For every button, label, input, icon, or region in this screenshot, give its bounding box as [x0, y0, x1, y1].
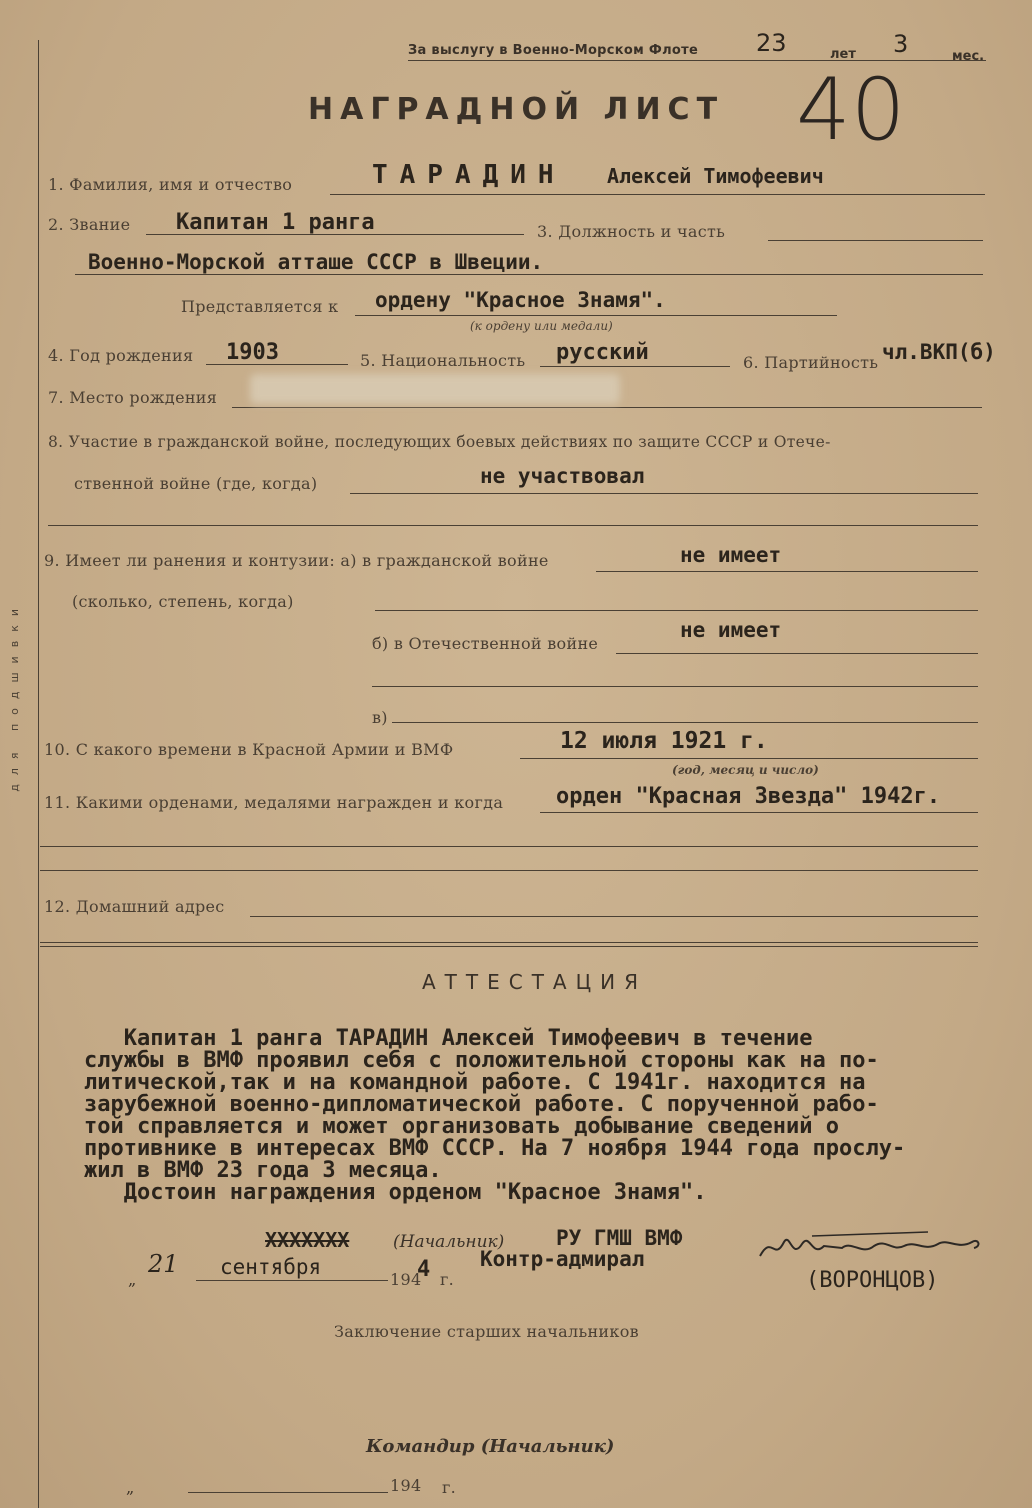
field-10-value: 12 июля 1921 г.	[560, 728, 768, 754]
footer-quote-mark: „	[126, 1478, 135, 1497]
field-9-a-line	[596, 571, 978, 572]
presented-hint: (к ордену или медали)	[470, 319, 613, 333]
field-3-line-1	[768, 240, 983, 241]
field-9-c-line	[392, 722, 978, 723]
presented-line	[355, 315, 837, 316]
field-6-value: чл.ВКП(б)	[882, 340, 996, 364]
field-10-label: 10. С какого времени в Красной Армии и ВМФ	[44, 740, 454, 759]
section-divider	[40, 942, 978, 943]
field-9-b-value: не имеет	[680, 618, 782, 642]
months-value: 3	[893, 30, 909, 58]
field-9-b-label: б) в Отечественной войне	[372, 634, 599, 653]
attestation-text	[84, 1028, 905, 1204]
field-8-line-2	[48, 525, 978, 526]
attestation-line: службы в ВМФ проявил себя с положительной стороны как на по-	[84, 1048, 879, 1073]
attestation-line: литической,так и на командной работе. С 1941г. находится на	[84, 1070, 866, 1095]
signature-name: (ВОРОНЦОВ)	[806, 1268, 939, 1293]
section-divider-2	[40, 946, 978, 947]
footer-year-suffix: г.	[442, 1478, 457, 1497]
field-11-line-2	[40, 846, 978, 847]
field-11-line	[540, 812, 978, 813]
field-9-label: 9. Имеет ли ранения и контузии: а) в гражданской войне	[44, 551, 549, 570]
field-9-line-4	[372, 686, 978, 687]
field-9-a-value: не имеет	[680, 543, 782, 567]
signature-unit: РУ ГМШ ВМФ	[556, 1226, 683, 1250]
field-3-value: Военно-Морской атташе СССР в Швеции.	[88, 250, 544, 274]
signature-date-day: 21	[148, 1250, 179, 1278]
field-7-line	[232, 407, 982, 408]
months-unit: мес.	[952, 49, 985, 64]
attestation-line: противнике в интересах ВМФ СССР. На 7 ноября 1944 года прослу-	[84, 1136, 906, 1161]
field-7-label: 7. Место рождения	[48, 388, 218, 407]
presented-label: Представляется к	[181, 297, 339, 316]
field-6-label: 6. Партийность	[743, 353, 879, 372]
field-9-sub: (сколько, степень, когда)	[72, 592, 294, 611]
attestation-line: зарубежной военно-дипломатической работе. С порученной рабо-	[84, 1092, 879, 1117]
field-1-name: Алексей Тимофеевич	[607, 164, 824, 188]
attestation-line: жил в ВМФ 23 года 3 месяца.	[84, 1158, 442, 1183]
field-3-label: 3. Должность и часть	[537, 222, 726, 241]
footer-date-line	[188, 1492, 388, 1493]
handwritten-number: 40	[796, 60, 906, 160]
field-5-value: русский	[556, 340, 649, 365]
field-4-value: 1903	[226, 340, 279, 365]
field-1-surname: ТАРАДИН	[372, 160, 566, 190]
field-8-value: не участвовал	[480, 464, 645, 488]
field-8-label-2: ственной войне (где, когда)	[74, 474, 318, 493]
left-margin-line	[38, 40, 39, 1508]
attestation-heading: АТТЕСТАЦИЯ	[422, 970, 647, 994]
date-line	[196, 1280, 388, 1281]
field-5-label: 5. Национальность	[360, 351, 526, 370]
field-11-value: орден "Красная Звезда" 1942г.	[556, 784, 941, 809]
attestation-line: Капитан 1 ранга ТАРАДИН Алексей Тимофеевич в течение	[84, 1026, 813, 1051]
footer-year-prefix: 194	[390, 1476, 422, 1495]
field-2-label: 2. Звание	[48, 215, 131, 234]
field-10-line	[520, 758, 978, 759]
signature-role-print: (Начальник)	[393, 1232, 505, 1252]
redacted-area	[250, 374, 620, 404]
side-binding-text: для подшивки	[8, 600, 21, 792]
signature-date-year-digit: 4	[417, 1257, 431, 1282]
attestation-line: той справляется и может организовать добывание сведений о	[84, 1114, 839, 1139]
date-quote-mark: „	[128, 1270, 137, 1289]
attestation-line: Достоин награждения орденом "Красное Знамя".	[84, 1180, 707, 1205]
field-3-line-2	[75, 274, 983, 275]
field-10-hint: (год, месяц и число)	[672, 763, 819, 777]
field-9-c-label: в)	[372, 708, 388, 727]
field-1-line	[330, 194, 985, 195]
handwritten-signature	[752, 1222, 992, 1272]
signature-date-year-suffix: г.	[440, 1270, 455, 1289]
field-1-label: 1. Фамилия, имя и отчество	[48, 175, 293, 194]
field-12-label: 12. Домашний адрес	[44, 897, 225, 916]
presented-value: ордену "Красное Знамя".	[375, 288, 666, 312]
crossed-out-word: ХХХХХХХ	[265, 1228, 350, 1252]
signature-date-month: сентября	[220, 1255, 322, 1279]
conclusion-label: Заключение старших начальников	[334, 1322, 639, 1341]
field-8-label-1: 8. Участие в гражданской войне, последующих боевых действиях по защите СССР и Отече-	[48, 433, 831, 451]
field-9-b-line	[616, 653, 978, 654]
signature-rank: Контр-адмирал	[480, 1247, 645, 1271]
page-title: НАГРАДНОЙ ЛИСТ	[308, 92, 725, 127]
years-value: 23	[756, 29, 787, 57]
field-2-value: Капитан 1 ранга	[176, 210, 375, 235]
signature-date-year-prefix: 194	[390, 1270, 422, 1289]
field-8-line-1	[350, 493, 978, 494]
field-5-line	[540, 366, 730, 367]
service-label: За выслугу в Военно-Морском Флоте	[408, 43, 699, 58]
field-4-label: 4. Год рождения	[48, 346, 194, 365]
field-11-line-3	[40, 870, 978, 871]
field-9-line-2	[375, 610, 978, 611]
field-11-label: 11. Какими орденами, медалями награжден и когда	[44, 793, 504, 812]
field-12-line	[250, 916, 978, 917]
commander-label: Командир (Начальник)	[366, 1436, 615, 1457]
years-unit: лет	[830, 47, 856, 62]
